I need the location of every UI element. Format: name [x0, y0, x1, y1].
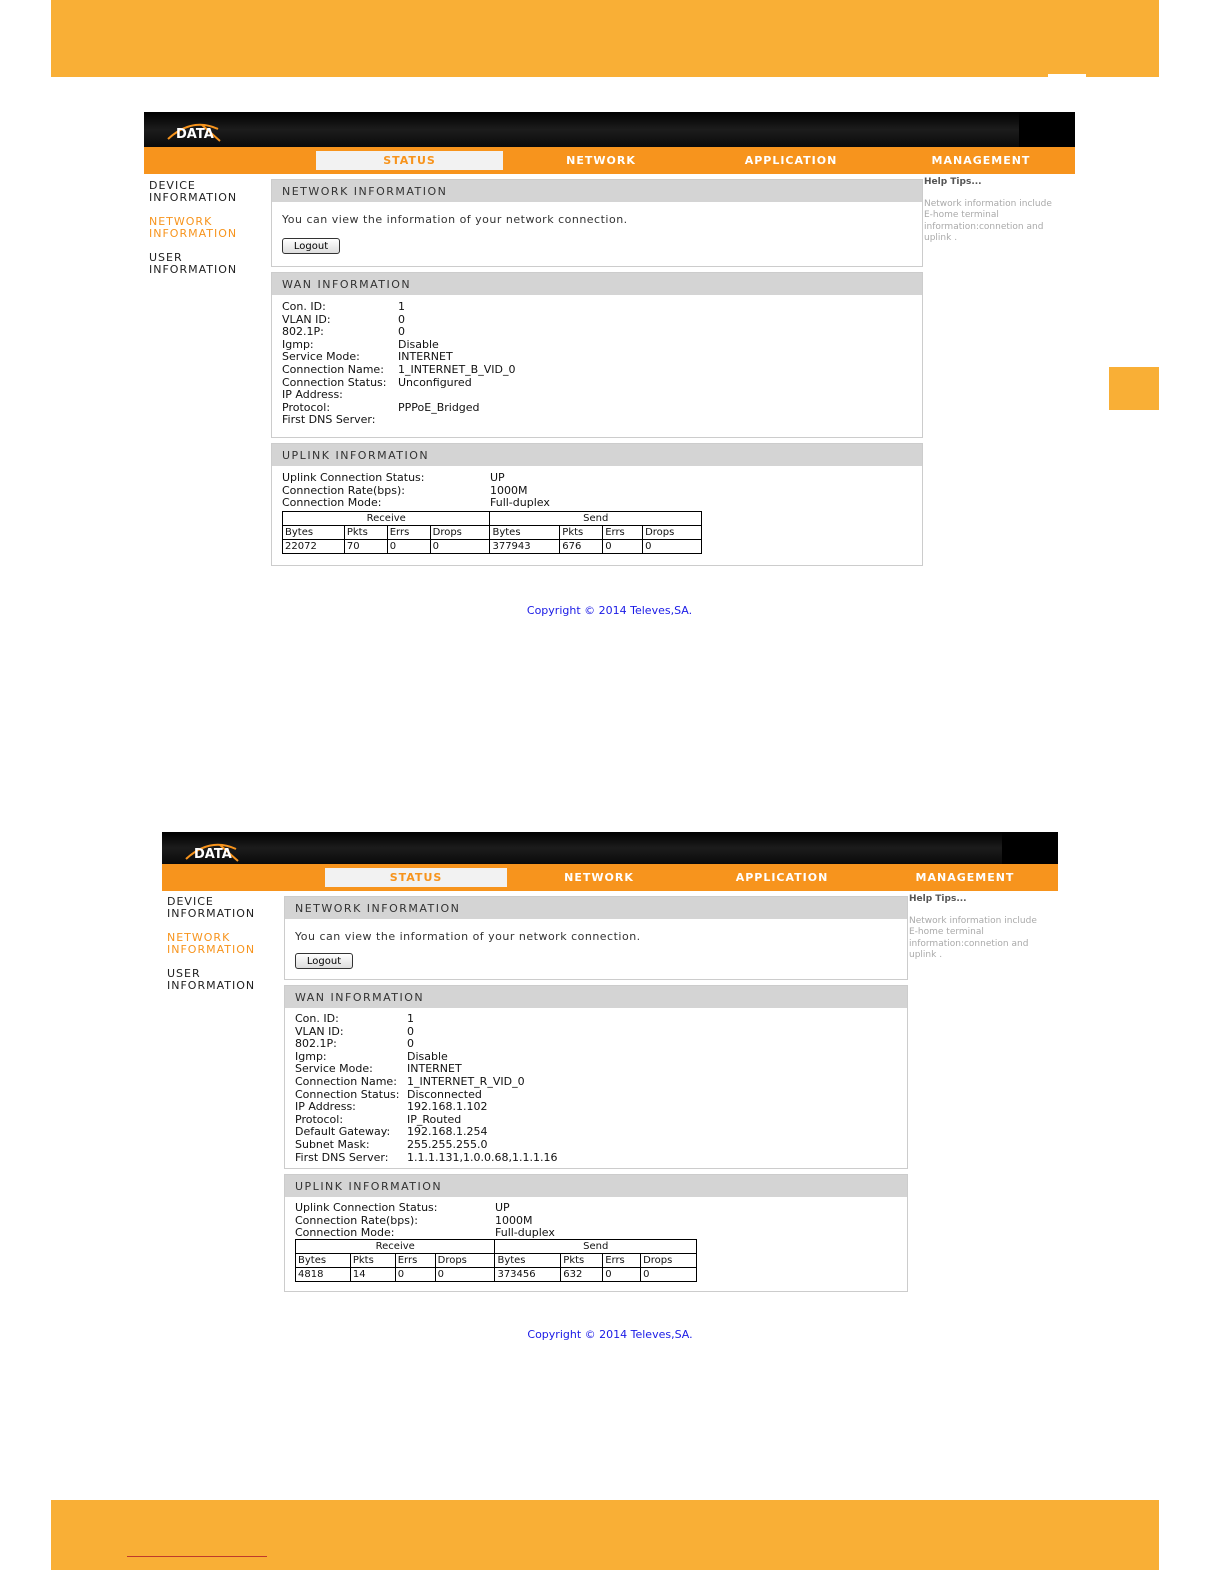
table-row: [283, 540, 702, 554]
header-dark-block: [1002, 832, 1058, 864]
stat-value: 0: [430, 540, 490, 554]
info-key: 802.1P:: [295, 1037, 337, 1051]
info-value: 0: [407, 1037, 414, 1051]
info-value: Full-duplex: [495, 1226, 555, 1240]
help-line: Network information include: [909, 915, 1037, 926]
info-row: [282, 414, 515, 427]
bottom-orange-band: [51, 1500, 1159, 1570]
column-header: Bytes: [490, 526, 560, 540]
tab-network[interactable]: NETWORK: [566, 154, 636, 167]
menu-label: NETWORK: [167, 931, 231, 944]
info-value: Disable: [407, 1049, 448, 1063]
info-row: [282, 301, 515, 314]
info-key: Connection Status:: [282, 375, 387, 389]
info-key: First DNS Server:: [282, 413, 376, 427]
column-header: Drops: [435, 1254, 495, 1268]
tab-management[interactable]: MANAGEMENT: [931, 154, 1031, 167]
info-key: Connection Rate(bps):: [295, 1213, 418, 1227]
info-row: [282, 364, 515, 377]
stat-value: 373456: [495, 1268, 561, 1282]
info-row: [295, 1076, 557, 1089]
column-header: Errs: [395, 1254, 435, 1268]
menu-label: INFORMATION: [167, 907, 256, 920]
panel-title: UPLINK INFORMATION: [272, 444, 922, 466]
info-row: [295, 1139, 557, 1152]
info-key: Uplink Connection Status:: [282, 471, 425, 484]
help-line: information:connetion and: [909, 938, 1029, 949]
send-header: Send: [495, 1240, 697, 1254]
info-value: Disconnected: [407, 1087, 482, 1101]
main-nav: [162, 864, 1058, 891]
info-value: 0: [407, 1024, 414, 1038]
info-value: UP: [490, 471, 505, 484]
help-line: E-home terminal: [909, 927, 984, 937]
stat-value: 0: [603, 540, 643, 554]
info-value: 192.168.1.102: [407, 1100, 488, 1114]
info-value: 0: [398, 325, 405, 339]
help-line: E-home terminal: [924, 210, 999, 220]
receive-header: Receive: [296, 1240, 495, 1254]
column-header: Pkts: [561, 1254, 603, 1268]
copyright: Copyright © 2014 Televes,SA.: [526, 604, 693, 617]
menu-item-user-information[interactable]: [149, 252, 237, 276]
column-header: Bytes: [283, 526, 345, 540]
stat-value: 0: [641, 1268, 697, 1282]
menu-label: INFORMATION: [149, 227, 238, 240]
info-row: [295, 1152, 557, 1165]
column-header: Pkts: [344, 526, 387, 540]
top-band-notch: [1048, 74, 1086, 78]
tab-network[interactable]: NETWORK: [564, 871, 634, 884]
logout-button[interactable]: Logout: [295, 953, 353, 969]
router-screenshot-2: [162, 832, 1058, 1344]
info-value: Unconfigured: [398, 375, 472, 389]
menu-label: NETWORK: [149, 215, 213, 228]
wan-details: [282, 301, 515, 427]
tab-application[interactable]: APPLICATION: [735, 871, 829, 884]
column-header: Bytes: [296, 1254, 351, 1268]
stat-value: 0: [395, 1268, 435, 1282]
stat-value: 676: [560, 540, 603, 554]
column-header: Errs: [603, 1254, 641, 1268]
side-orange-marker: [1109, 367, 1159, 410]
uplink-details: [282, 472, 550, 510]
info-value: 1000M: [490, 483, 528, 497]
uplink-details: [295, 1202, 555, 1240]
network-information-panel: [284, 896, 908, 980]
panel-title: WAN INFORMATION: [272, 273, 922, 295]
help-tips: [909, 894, 1058, 962]
help-line: information:connetion and: [924, 221, 1044, 232]
info-key: Con. ID:: [282, 300, 326, 313]
menu-item-device-information[interactable]: [149, 180, 237, 204]
info-value: IP_Routed: [407, 1112, 462, 1126]
menu-item-user-information[interactable]: [167, 968, 255, 992]
column-header: Pkts: [350, 1254, 395, 1268]
menu-label: DEVICE: [167, 895, 214, 908]
network-description: You can view the information of your network connection.: [295, 930, 641, 943]
stat-value: 14: [350, 1268, 395, 1282]
menu-label: DEVICE: [149, 179, 196, 192]
info-row: [282, 389, 515, 402]
data-logo: [162, 117, 226, 143]
column-header: Drops: [430, 526, 490, 540]
info-key: Subnet Mask:: [295, 1137, 370, 1151]
info-key: Connection Rate(bps):: [282, 483, 405, 497]
info-row: [295, 1101, 557, 1114]
wan-information-panel: [271, 272, 923, 438]
menu-item-network-information[interactable]: [167, 932, 255, 956]
info-key: Connection Name:: [295, 1074, 397, 1088]
help-title: Help Tips...: [909, 894, 967, 904]
tab-management[interactable]: MANAGEMENT: [915, 871, 1015, 884]
info-row: [295, 1013, 557, 1026]
stat-value: 70: [344, 540, 387, 554]
column-header: Errs: [387, 526, 430, 540]
info-value: PPPoE_Bridged: [398, 400, 480, 414]
wan-information-panel: [284, 985, 908, 1169]
panel-title: NETWORK INFORMATION: [272, 180, 922, 202]
tab-application[interactable]: APPLICATION: [744, 154, 838, 167]
router-screenshot-1: [144, 112, 1075, 627]
info-value: 1_INTERNET_R_VID_0: [407, 1074, 525, 1088]
info-value: INTERNET: [407, 1062, 462, 1076]
info-key: VLAN ID:: [282, 312, 331, 326]
menu-item-device-information[interactable]: [167, 896, 255, 920]
info-key: Service Mode:: [295, 1062, 373, 1076]
menu-item-network-information[interactable]: [149, 216, 237, 240]
info-key: First DNS Server:: [295, 1150, 389, 1164]
info-key: Default Gateway:: [295, 1125, 391, 1139]
menu-label: USER: [167, 967, 201, 980]
tab-status[interactable]: STATUS: [325, 868, 507, 887]
left-menu: [149, 180, 237, 288]
info-key: Protocol:: [282, 400, 331, 414]
stat-value: 22072: [283, 540, 345, 554]
info-key: Igmp:: [295, 1049, 327, 1063]
info-key: 802.1P:: [282, 325, 324, 339]
info-value: Full-duplex: [490, 496, 550, 510]
main-nav: [144, 147, 1075, 174]
table-row: [296, 1268, 697, 1282]
header-dark-block: [1019, 112, 1075, 147]
info-key: Connection Status:: [295, 1087, 400, 1101]
menu-label: INFORMATION: [167, 943, 256, 956]
uplink-information-panel: [284, 1174, 908, 1292]
network-information-panel: [271, 179, 923, 267]
stat-value: 0: [387, 540, 430, 554]
column-header: Pkts: [560, 526, 603, 540]
info-key: VLAN ID:: [295, 1024, 344, 1038]
info-key: IP Address:: [295, 1100, 356, 1114]
info-value: 1: [398, 300, 405, 313]
info-row: [282, 497, 550, 510]
info-value: 1: [407, 1012, 414, 1025]
stat-value: 0: [603, 1268, 641, 1282]
top-orange-band: [51, 0, 1159, 77]
help-line: uplink .: [924, 233, 958, 243]
info-row: [295, 1202, 555, 1215]
info-key: IP Address:: [282, 388, 343, 402]
info-value: 1.1.1.131,1.0.0.68,1.1.1.16: [407, 1150, 558, 1164]
traffic-stats-table: [282, 511, 702, 554]
help-tips: [924, 177, 1074, 245]
column-header: Drops: [641, 1254, 697, 1268]
router-header: [162, 832, 1058, 864]
info-key: Service Mode:: [282, 350, 360, 364]
info-row: [295, 1227, 555, 1240]
logo-text: DATA: [176, 127, 214, 142]
info-row: [295, 1038, 557, 1051]
info-key: Connection Name:: [282, 362, 384, 376]
menu-label: INFORMATION: [149, 191, 238, 204]
info-value: 0: [398, 312, 405, 326]
column-header: Drops: [643, 526, 702, 540]
info-row: [282, 326, 515, 339]
uplink-information-panel: [271, 443, 923, 566]
footer-rule: [127, 1556, 267, 1557]
info-row: [282, 472, 550, 485]
copyright: Copyright © 2014 Televes,SA.: [527, 1328, 693, 1341]
left-menu: [167, 896, 255, 1004]
data-logo: [180, 837, 244, 863]
info-key: Connection Mode:: [295, 1226, 395, 1240]
panel-title: UPLINK INFORMATION: [285, 1175, 907, 1197]
menu-label: INFORMATION: [149, 263, 238, 276]
stat-value: 0: [643, 540, 702, 554]
info-value: 1000M: [495, 1213, 533, 1227]
stat-value: 0: [435, 1268, 495, 1282]
column-header: Bytes: [495, 1254, 561, 1268]
traffic-stats-table: [295, 1239, 697, 1282]
tab-status[interactable]: STATUS: [316, 151, 503, 170]
help-line: Network information include: [924, 198, 1052, 209]
stat-value: 632: [561, 1268, 603, 1282]
network-description: You can view the information of your network connection.: [282, 213, 628, 226]
info-key: Protocol:: [295, 1112, 344, 1126]
info-value: 192.168.1.254: [407, 1125, 488, 1139]
info-key: Igmp:: [282, 337, 314, 351]
help-title: Help Tips...: [924, 177, 982, 187]
info-value: 1_INTERNET_B_VID_0: [398, 362, 516, 376]
info-key: Uplink Connection Status:: [295, 1201, 438, 1214]
logo-text: DATA: [194, 847, 232, 862]
send-header: Send: [490, 512, 702, 526]
column-header: Errs: [603, 526, 643, 540]
help-line: uplink .: [909, 950, 943, 960]
info-key: Connection Mode:: [282, 496, 382, 510]
menu-label: INFORMATION: [167, 979, 256, 992]
panel-title: WAN INFORMATION: [285, 986, 907, 1008]
info-value: 255.255.255.0: [407, 1137, 488, 1151]
info-key: Con. ID:: [295, 1012, 339, 1025]
menu-label: USER: [149, 251, 183, 264]
stat-value: 377943: [490, 540, 560, 554]
panel-title: NETWORK INFORMATION: [285, 897, 907, 919]
logout-button[interactable]: Logout: [282, 238, 340, 254]
router-header: [144, 112, 1075, 147]
info-value: Disable: [398, 337, 439, 351]
receive-header: Receive: [283, 512, 490, 526]
info-value: INTERNET: [398, 350, 453, 364]
wan-details: [295, 1013, 557, 1164]
info-value: UP: [495, 1201, 510, 1214]
stat-value: 4818: [296, 1268, 351, 1282]
